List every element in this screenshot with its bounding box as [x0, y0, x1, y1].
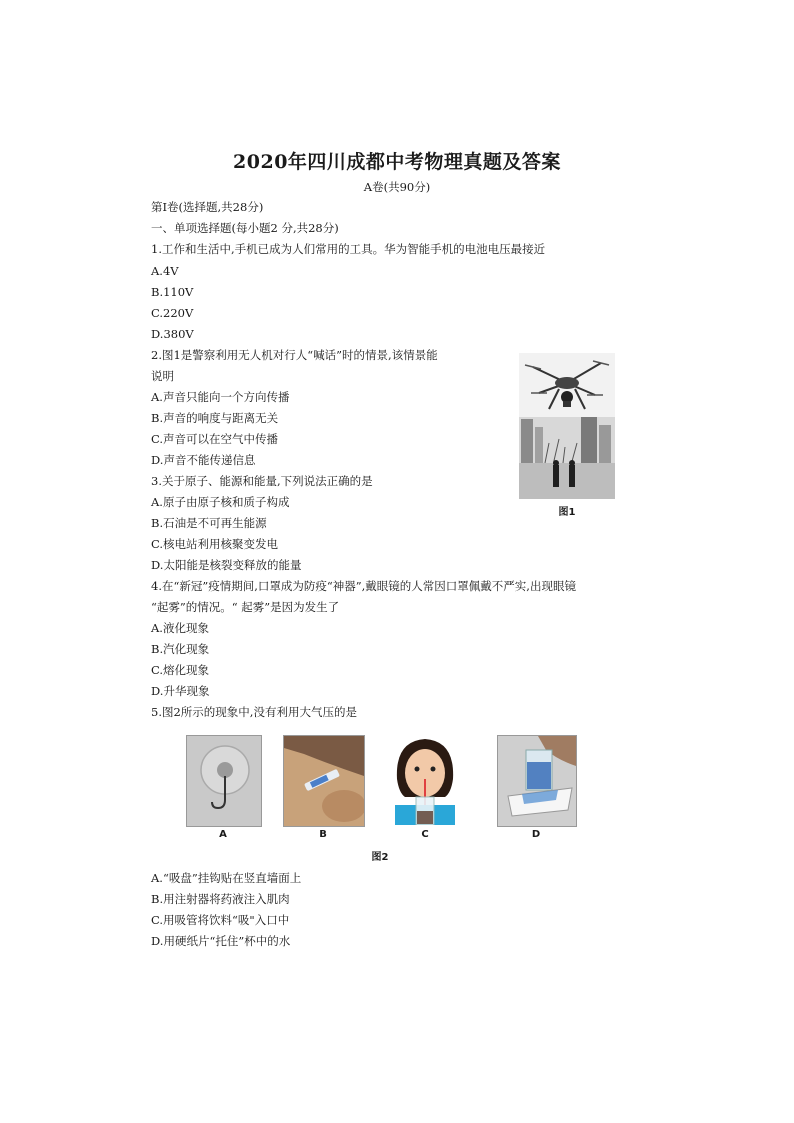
q1-option-c: C.220V: [151, 306, 194, 320]
figure-2-label-d: D: [531, 829, 541, 840]
q4-stem-line1: 4.在“新冠”疫情期间,口罩成为防疫“神器”,戴眼镜的人常因口罩佩戴不严实,出现眼镜: [151, 579, 576, 593]
q1-option-a: A.4V: [151, 264, 179, 278]
q4-option-c: C.熔化现象: [151, 663, 210, 677]
figure-2-label-a: A: [219, 829, 227, 840]
page-title: 2020年四川成都中考物理真题及答案: [233, 151, 561, 173]
part-heading: 一、单项选择题(每小题2 分,共28分): [151, 221, 339, 235]
q3-option-c: C.核电站利用核聚变发电: [151, 537, 279, 551]
q2-option-a: A.声音只能向一个方向传播: [151, 390, 290, 404]
figure-1-caption: 图1: [558, 507, 576, 518]
q3-option-a: A.原子由原子核和质子构成: [151, 495, 290, 509]
q1-option-b: B.110V: [151, 285, 194, 299]
figure-2-label-b: B: [319, 829, 327, 840]
q2-option-b: B.声音的响度与距离无关: [151, 411, 279, 425]
q5-option-b: B.用注射器将药液注入肌肉: [151, 892, 290, 906]
q5-option-c: C.用吸管将饮料“吸"入口中: [151, 913, 290, 927]
q1-option-d: D.380V: [151, 327, 194, 341]
q3-option-b: B.石油是不可再生能源: [151, 516, 267, 530]
q3-option-d: D.太阳能是核裂变释放的能量: [151, 558, 302, 572]
q2-option-d: D.声音不能传递信息: [151, 453, 256, 467]
q5-option-a: A.“吸盘”挂钩贴在竖直墙面上: [151, 871, 302, 885]
q2-stem-line2: 说明: [151, 369, 174, 383]
figure-2a-suction-hook-photo: [186, 735, 262, 827]
q4-option-a: A.液化现象: [151, 621, 209, 635]
figure-2-label-c: C: [421, 829, 429, 840]
figure-2c-drinking-straw-photo: [385, 735, 465, 825]
q5-stem: 5.图2所示的现象中,没有利用大气压的是: [151, 705, 357, 719]
figure-2-caption: 图2: [371, 852, 389, 863]
q3-stem: 3.关于原子、能源和能量,下列说法正确的是: [151, 474, 373, 488]
page-subtitle: A卷(共90分): [363, 180, 431, 194]
q4-option-d: D.升华现象: [151, 684, 210, 698]
q4-stem-line2: “起雾”的情况。“ 起雾”是因为发生了: [151, 600, 340, 614]
figure-2d-card-holding-water-photo: [497, 735, 577, 827]
q4-option-b: B.汽化现象: [151, 642, 210, 656]
section-heading: 第Ⅰ卷(选择题,共28分): [151, 200, 264, 214]
q2-option-c: C.声音可以在空气中传播: [151, 432, 279, 446]
q5-option-d: D.用硬纸片“托住”杯中的水: [151, 934, 291, 948]
figure-1-drone-photo: [519, 353, 615, 499]
q2-stem-line1: 2.图1是警察利用无人机对行人“喊话”时的情景,该情景能: [151, 348, 438, 362]
figure-2b-syringe-photo: [283, 735, 365, 827]
q1-stem: 1.工作和生活中,手机已成为人们常用的工具。华为智能手机的电池电压最接近: [151, 242, 546, 256]
